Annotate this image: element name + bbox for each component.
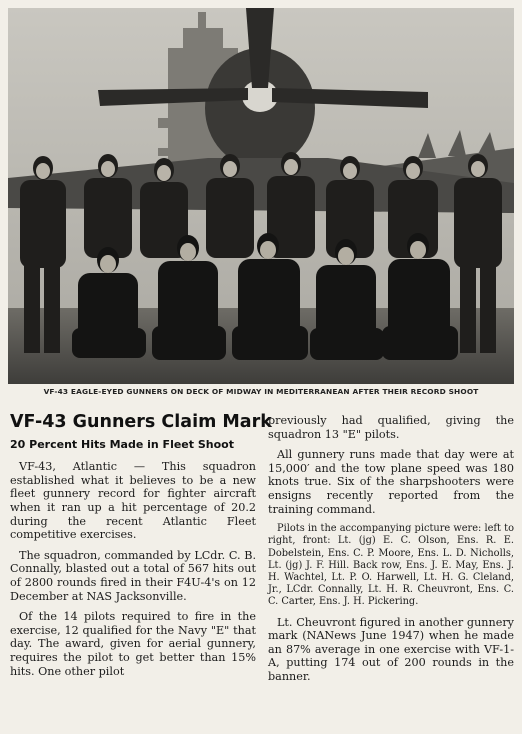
article-paragraph: Lt. Cheuvront figured in another gunnery mark (NANews June 1947) when he made an 87% average in one exercise with VF-1-A, putting 174 out of 200 rounds in the banner. xyxy=(268,615,514,683)
article-right-column xyxy=(268,414,514,691)
squadron-photo xyxy=(8,8,514,384)
article-paragraph: The squadron, commanded by LCdr. C. B. Connally, blasted out a total of 567 hits out of 2800 rounds fired in their F4U-4's on 12 December at NAS Jacksonville. xyxy=(10,548,256,603)
photo-caption: VF-43 EAGLE-EYED GUNNERS ON DECK OF MIDWAY IN MEDITERRANEAN AFTER THEIR RECORD SHOOT xyxy=(43,387,479,396)
article-paragraph: previously had qualified, giving the squadron 13 "E" pilots. xyxy=(268,414,514,441)
article-paragraph: Of the 14 pilots required to fire in the exercise, 12 qualified for the Navy "E" that day. The award, given for aerial gunnery, requires the pilot to get better than 15% hits. One other pilot xyxy=(10,610,256,678)
article-headline: VF-43 Gunners Claim Mark xyxy=(10,412,272,432)
article-paragraph: All gunnery runs made that day were at 15,000′ and the tow plane speed was 180 knots true. Six of the sharpshooters were ensigns recently reported from the training command. xyxy=(268,448,514,516)
article-left-column xyxy=(10,410,272,685)
squadron-photo-illustration xyxy=(8,8,514,384)
article-paragraph: VF-43, Atlantic — This squadron established what it believes to be a new fleet gunnery record for fighter aircraft when it ran up a hit percentage of 20.2 during the recent Atlantic Fleet competitive exercises. xyxy=(10,460,256,542)
article-subhead: 20 Percent Hits Made in Fleet Shoot xyxy=(10,437,234,451)
pilots-list-paragraph: Pilots in the accompanying picture were: left to right, front: Lt. (jg) E. C. Olson, Ens. R. E. Dobelstein, Ens. C. P. Moore, Ens. L. D. Nicholls, Lt. (jg) J. F. Hill. Back row, Ens. J. E. May, Ens. J. H. Wachtel, Lt. P. O. Harwell, Lt. H. G. Cleland, Jr., LCdr. Connally, Lt. H. R. Cheuvront, Ens. C. C. Carter, Ens. J. H. Pickering. xyxy=(268,523,514,608)
